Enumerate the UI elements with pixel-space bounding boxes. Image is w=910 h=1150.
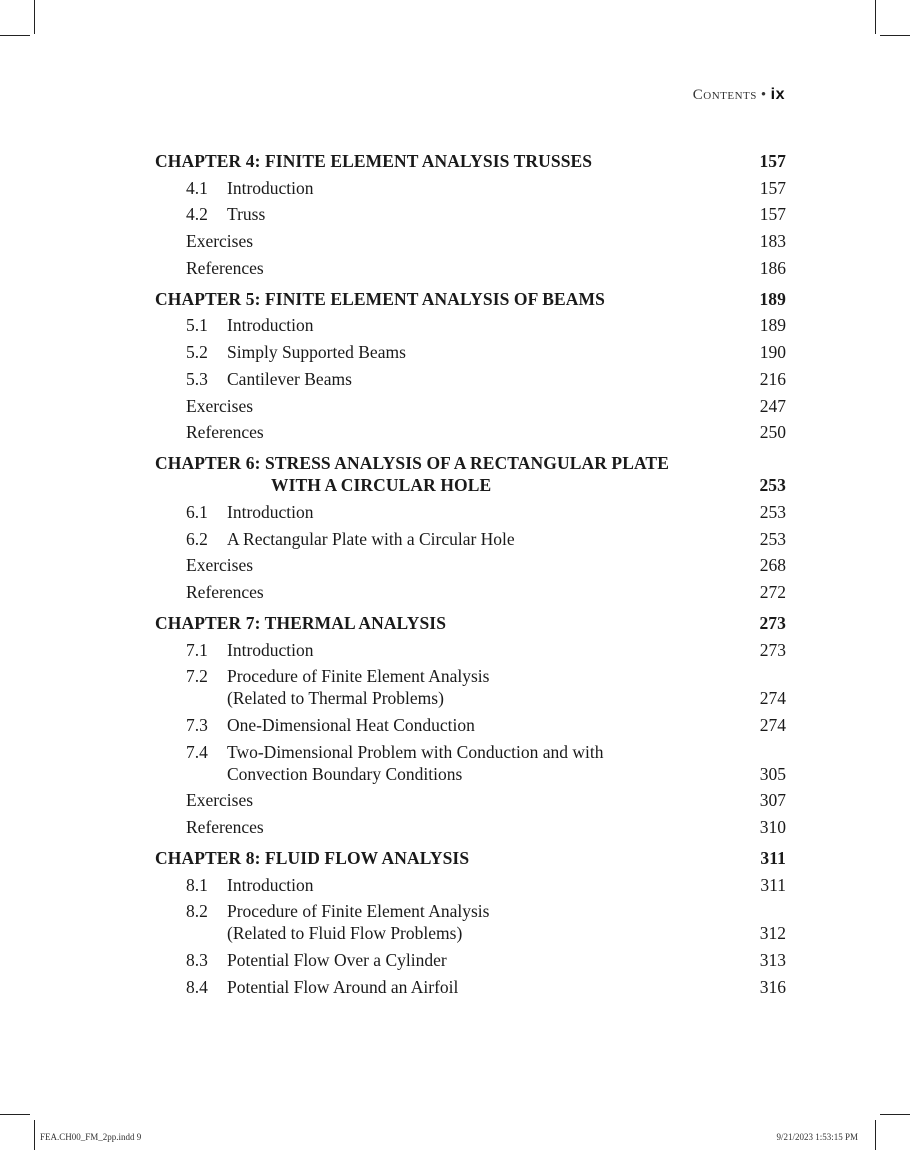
section-number: 5.2	[186, 342, 208, 363]
section-title	[186, 230, 253, 252]
entry-label	[155, 528, 515, 550]
toc-entry	[155, 421, 786, 443]
separator-bullet: •	[760, 87, 767, 103]
section-title	[227, 368, 352, 390]
section-title-line: Procedure of Finite Element Analysis	[227, 901, 490, 922]
section-title	[227, 900, 489, 944]
section-title	[227, 976, 458, 998]
chapter-title-line: CHAPTER 6: STRESS ANALYSIS OF A RECTANGULAR PLATE	[155, 453, 669, 474]
chapter-page-number: 253	[759, 475, 786, 496]
section-title	[227, 639, 314, 661]
section-title	[227, 177, 314, 199]
section-page-number: 216	[759, 368, 786, 389]
section-title-line: Procedure of Finite Element Analysis	[227, 666, 490, 687]
running-head-title: Contents	[692, 87, 757, 103]
chapter-title-line: CHAPTER 8: FLUID FLOW ANALYSIS	[155, 848, 470, 869]
section-page-number: 250	[759, 422, 786, 443]
section-title	[227, 341, 406, 363]
toc-chapter	[155, 612, 786, 838]
chapter-heading	[155, 288, 786, 310]
entry-label	[155, 368, 352, 390]
entry-label	[155, 421, 264, 443]
entry-label	[155, 639, 314, 661]
section-title-line: Introduction	[227, 177, 314, 198]
section-title-line: References	[186, 581, 264, 602]
section-number: 8.3	[186, 950, 208, 971]
section-title	[186, 257, 264, 279]
toc-entry	[155, 314, 786, 336]
section-title	[227, 665, 489, 709]
section-page-number: 190	[759, 342, 786, 363]
toc-entry	[155, 395, 786, 417]
section-page-number: 247	[759, 395, 786, 416]
section-number: 7.3	[186, 715, 208, 735]
section-title-line: Simply Supported Beams	[227, 342, 406, 363]
section-title-line: Introduction	[227, 315, 314, 336]
toc-entry	[155, 528, 786, 550]
entry-label	[155, 341, 406, 363]
entry-label	[155, 554, 253, 576]
section-page-number: 253	[759, 501, 786, 522]
toc-chapter	[155, 847, 786, 998]
chapter-title	[155, 288, 605, 310]
section-page-number: 312	[759, 923, 786, 944]
crop-mark	[880, 35, 910, 36]
toc-entry	[155, 741, 786, 785]
section-number: 8.1	[186, 874, 208, 895]
section-title	[227, 203, 265, 225]
toc-entry	[155, 554, 786, 576]
entry-label	[155, 741, 603, 785]
section-page-number: 157	[759, 204, 786, 225]
section-number: 7.2	[186, 666, 208, 687]
section-title	[186, 581, 264, 603]
section-title-line: Two-Dimensional Problem with Conduction and with	[227, 741, 604, 762]
section-title	[227, 501, 314, 523]
section-title-line: Introduction	[227, 639, 314, 660]
chapter-page-number: 157	[759, 151, 786, 171]
entry-label	[155, 900, 489, 944]
section-title	[186, 395, 253, 417]
toc-entry	[155, 714, 786, 736]
toc-entry	[155, 581, 786, 603]
section-title-line: Convection Boundary Conditions	[227, 763, 463, 784]
section-number: 5.1	[186, 315, 208, 336]
section-title-line: Potential Flow Around an Airfoil	[227, 976, 459, 997]
entry-label	[155, 665, 489, 709]
toc-entry	[155, 230, 786, 252]
toc-chapter	[155, 288, 786, 443]
entry-label	[155, 816, 264, 838]
section-title	[227, 741, 603, 785]
section-number: 5.3	[186, 368, 208, 389]
toc-entry	[155, 341, 786, 363]
toc-entry	[155, 949, 786, 971]
chapter-title	[155, 612, 446, 634]
section-title-line: Cantilever Beams	[227, 368, 352, 389]
section-title-line: Introduction	[227, 874, 314, 895]
section-title	[227, 874, 314, 896]
entry-label	[155, 230, 253, 252]
crop-mark	[875, 0, 876, 34]
entry-label	[155, 314, 314, 336]
section-title	[186, 554, 253, 576]
chapter-heading	[155, 452, 786, 496]
entry-label	[155, 949, 447, 971]
section-title-line: Exercises	[186, 231, 254, 252]
toc-entry	[155, 639, 786, 661]
section-title	[186, 816, 264, 838]
section-number: 7.4	[186, 741, 208, 762]
entry-label	[155, 789, 253, 811]
table-of-contents	[155, 150, 786, 998]
entry-label	[155, 581, 264, 603]
chapter-title-line: CHAPTER 7: THERMAL ANALYSIS	[155, 612, 447, 633]
section-title	[186, 789, 253, 811]
crop-mark	[0, 35, 30, 36]
toc-entry	[155, 257, 786, 279]
chapter-page-number: 189	[759, 288, 786, 309]
section-page-number: 313	[759, 950, 786, 971]
section-title-line: (Related to Thermal Problems)	[227, 688, 444, 709]
section-title-line: Exercises	[186, 790, 254, 811]
toc-entry	[155, 900, 786, 944]
section-page-number: 268	[759, 555, 786, 576]
crop-mark	[34, 0, 35, 34]
chapter-title-line: CHAPTER 5: FINITE ELEMENT ANALYSIS OF BEAMS	[155, 288, 605, 309]
toc-entry	[155, 874, 786, 896]
section-page-number: 310	[759, 817, 786, 838]
toc-entry	[155, 501, 786, 523]
entry-label	[155, 257, 264, 279]
section-page-number: 183	[759, 231, 786, 252]
toc-entry	[155, 665, 786, 709]
entry-label	[155, 714, 475, 736]
crop-mark	[34, 1120, 35, 1150]
section-title-line: (Related to Fluid Flow Problems)	[227, 923, 463, 944]
section-title-line: Exercises	[186, 555, 254, 576]
chapter-heading	[155, 612, 786, 634]
slug-filename: FEA.CH00_FM_2pp.indd 9	[40, 1132, 142, 1142]
page-number: ix	[770, 86, 785, 103]
section-title	[227, 714, 475, 736]
entry-label	[155, 177, 314, 199]
section-number: 7.1	[186, 639, 208, 660]
section-page-number: 274	[759, 688, 786, 709]
section-page-number: 157	[759, 177, 786, 198]
section-title-line: Truss	[227, 204, 266, 225]
entry-label	[155, 395, 253, 417]
section-page-number: 307	[759, 790, 786, 811]
slug-timestamp: 9/21/2023 1:53:15 PM	[776, 1132, 858, 1142]
section-title	[186, 421, 264, 443]
section-title	[227, 528, 515, 550]
section-page-number: 186	[759, 257, 786, 278]
section-title-line: A Rectangular Plate with a Circular Hole	[227, 528, 515, 549]
section-number: 8.2	[186, 901, 208, 922]
section-title-line: One-Dimensional Heat Conduction	[227, 715, 475, 735]
section-page-number: 305	[759, 763, 786, 784]
section-title-line: Exercises	[186, 395, 254, 416]
chapter-heading	[155, 847, 786, 869]
toc-entry	[155, 203, 786, 225]
chapter-heading	[155, 150, 786, 172]
section-title-line: Introduction	[227, 501, 314, 522]
chapter-title-line: CHAPTER 4: FINITE ELEMENT ANALYSIS TRUSSES	[155, 151, 593, 171]
section-title-line: References	[186, 817, 264, 838]
section-title	[227, 949, 447, 971]
toc-chapter	[155, 150, 786, 279]
section-number: 4.2	[186, 204, 208, 225]
toc-chapter	[155, 452, 786, 603]
entry-label	[155, 203, 265, 225]
section-title-line: References	[186, 257, 264, 278]
chapter-title-line: WITH A CIRCULAR HOLE	[271, 475, 492, 496]
toc-entry	[155, 976, 786, 998]
section-number: 6.2	[186, 528, 208, 549]
toc-entry	[155, 789, 786, 811]
chapter-page-number: 311	[760, 848, 786, 869]
section-page-number: 273	[759, 639, 786, 660]
section-page-number: 272	[759, 581, 786, 602]
toc-entry	[155, 368, 786, 390]
section-number: 6.1	[186, 501, 208, 522]
section-title	[227, 314, 314, 336]
chapter-title	[155, 150, 592, 172]
section-number: 4.1	[186, 177, 208, 198]
section-title-line: References	[186, 422, 264, 443]
section-title-line: Potential Flow Over a Cylinder	[227, 950, 447, 971]
section-number: 8.4	[186, 976, 208, 997]
section-page-number: 311	[760, 874, 786, 895]
toc-entry	[155, 177, 786, 199]
crop-mark	[875, 1120, 876, 1150]
entry-label	[155, 976, 458, 998]
running-head	[693, 86, 785, 104]
section-page-number: 316	[759, 976, 786, 997]
crop-mark	[0, 1114, 30, 1115]
crop-mark	[880, 1114, 910, 1115]
chapter-title	[155, 847, 469, 869]
entry-label	[155, 501, 314, 523]
entry-label	[155, 874, 314, 896]
chapter-title	[155, 452, 669, 496]
section-page-number: 253	[759, 528, 786, 549]
section-page-number: 274	[759, 715, 786, 735]
toc-entry	[155, 816, 786, 838]
chapter-page-number: 273	[759, 612, 786, 633]
section-page-number: 189	[759, 315, 786, 336]
